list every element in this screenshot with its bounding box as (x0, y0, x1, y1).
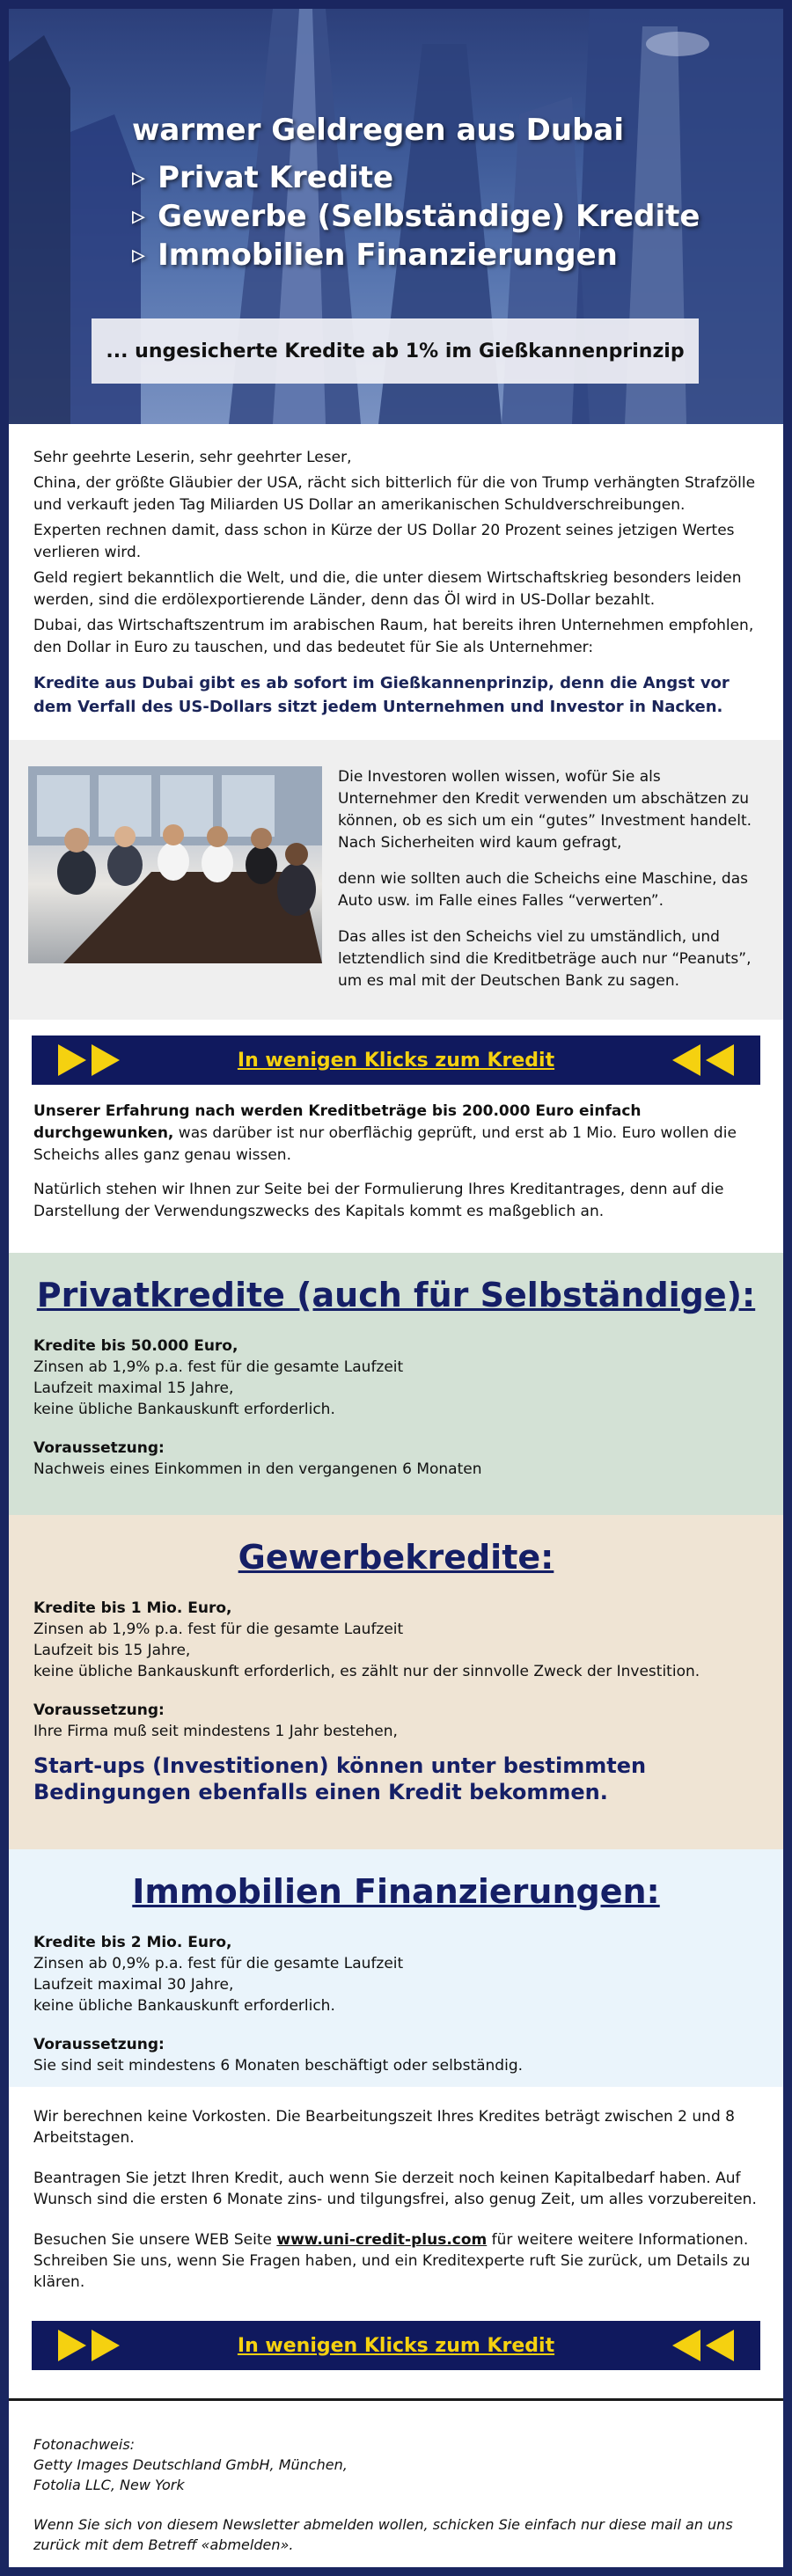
immobilien-requirement: Voraussetzung: Sie sind seit mindestens 6 Monaten beschäftigt oder selbständig. (33, 2036, 524, 2075)
gewerbe-heading: Gewerbekredite: (238, 1538, 554, 1577)
experience-section (9, 1101, 783, 1253)
investor-text (338, 766, 764, 993)
hero-item-privat: ▹ Privat Kredite (132, 160, 394, 195)
cta-label: In wenigen Klicks zum Kredit (237, 2334, 555, 2357)
gewerbe-section (9, 1515, 783, 1849)
footer (9, 2401, 783, 2567)
arrows-left-icon (667, 2330, 734, 2361)
newsletter-frame (9, 9, 783, 2567)
hero-text (132, 113, 700, 274)
intro-lead: Kredite aus Dubai gibt es ab sofort im Gießkannenprinzip, denn die Angst vor dem Verfall des US-Dollars sitzt jedem Unternehmen und Investor in Nacken. (33, 674, 730, 716)
hero-item-immobilien: ▹ Immobilien Finanzierungen (132, 238, 618, 273)
credit-cta-button[interactable] (32, 1036, 760, 1085)
immobilien-heading: Immobilien Finanzierungen: (132, 1872, 660, 1911)
investor-section (9, 740, 783, 1020)
closing-paragraph: Besuchen Sie unsere WEB Seite www.uni-credit-plus.com für weitere weitere Informationen. Schreiben Sie uns, wenn Sie Fragen haben, und ein Kreditexperte ruft Sie zurück, um Details zu klären. (33, 2231, 751, 2291)
website-link[interactable]: www.uni-credit-plus.com (276, 2231, 488, 2249)
immobilien-section (9, 1849, 783, 2087)
arrows-right-icon (58, 1044, 125, 1076)
hero-item-gewerbe: ▹ Gewerbe (Selbständige) Kredite (132, 199, 700, 234)
investor-paragraph: denn wie sollten auch die Scheichs eine Maschine, das Auto usw. im Falle eines Falles “verwerten”. (338, 870, 748, 910)
startup-note: Start-ups (Investitionen) können unter bestimmten Bedingungen ebenfalls einen Kredit bekommen. (33, 1753, 647, 1804)
arrows-right-icon (58, 2330, 125, 2361)
hero-title: warmer Geldregen aus Dubai (132, 113, 625, 148)
intro-paragraph: Dubai, das Wirtschaftszentrum im arabischen Raum, hat bereits ihren Unternehmen empfohlen, den Dollar in Euro zu tauschen, und das bedeutet für Sie als Unternehmer: (33, 617, 754, 656)
credit-cta-button[interactable] (32, 2321, 760, 2370)
closing-paragraph: Beantragen Sie jetzt Ihren Kredit, auch wenn Sie derzeit noch keinen Kapitalbedarf haben. Auf Wunsch sind die ersten 6 Monate zins- und tilgungsfrei, also genug Zeit, um alles vorzubereiten. (33, 2170, 757, 2208)
cta-label: In wenigen Klicks zum Kredit (237, 1049, 555, 1072)
intro-paragraph: Geld regiert bekanntlich die Welt, und die, die unter diesem Wirtschaftskrieg besonders leiden werden, sind die erdölexportierende Länder, denn das Öl wird in US-Dollar bezahlt. (33, 569, 742, 609)
meeting-photo (28, 766, 322, 963)
privat-heading: Privatkredite (auch für Selbständige): (36, 1276, 756, 1314)
closing-section (9, 2087, 783, 2321)
intro-paragraph: Experten rechnen damit, dass schon in Kürze der US Dollar 20 Prozent seines jetzigen Wertes verlieren wird. (33, 522, 735, 561)
intro-section (9, 424, 783, 740)
privat-requirement: Voraussetzung: Nachweis eines Einkommen in den vergangenen 6 Monaten (33, 1439, 482, 1478)
greeting: Sehr geehrte Leserin, sehr geehrter Leser, (33, 449, 352, 466)
gewerbe-requirement: Voraussetzung: Ihre Firma muß seit mindestens 1 Jahr bestehen, (33, 1701, 398, 1740)
hero-banner (9, 9, 783, 424)
triangle-right-icon: ▹ (132, 239, 146, 270)
investor-paragraph: Die Investoren wollen wissen, wofür Sie als Unternehmer den Kredit verwenden um abschätzen zu können, ob es sich um ein “gutes” Investment handelt. Nach Sicherheiten wird kaum gefragt, (338, 768, 752, 852)
hero-tagline: ... ungesicherte Kredite ab 1% im Gießkannenprinzip (92, 318, 699, 384)
closing-paragraph: Wir berechnen keine Vorkosten. Die Bearbeitungszeit Ihres Kredites beträgt zwischen 2 und 8 Arbeitstagen. (33, 2108, 735, 2147)
experience-paragraph: Natürlich stehen wir Ihnen zur Seite bei der Formulierung Ihres Kreditantrages, denn auf die Darstellung der Verwendungszwecks des Kapitals kommt es maßgeblich an. (33, 1181, 724, 1220)
triangle-right-icon: ▹ (132, 201, 146, 231)
arrows-left-icon (667, 1044, 734, 1076)
photo-credits: Fotonachweis: Getty Images Deutschland GmbH, München, Fotolia LLC, New York (33, 2436, 348, 2493)
experience-paragraph: Unserer Erfahrung nach werden Kreditbeträge bis 200.000 Euro einfach durchgewunken, was darüber ist nur oberflächig geprüft, und erst ab 1 Mio. Euro wollen die Scheichs alles ganz genau wissen. (33, 1102, 737, 1164)
meeting-illustration (28, 766, 322, 963)
intro-paragraph: China, der größte Gläubier der USA, rächt sich bitterlich für die von Trump verhängten Strafzölle und verkauft jeden Tag Miliarden US Dollar an amerikanischen Schuldverschreibungen. (33, 474, 756, 514)
investor-paragraph: Das alles ist den Scheichs viel zu umständlich, und letztendlich sind die Kreditbeträge auch nur “Peanuts”, um es mal mit der Deutschen Bank zu sagen. (338, 928, 752, 990)
privat-conditions: Kredite bis 50.000 Euro, Zinsen ab 1,9% p.a. fest für die gesamte Laufzeit Laufzeit maximal 15 Jahre, keine übliche Bankauskunft erforderlich. (33, 1337, 404, 1418)
gewerbe-conditions: Kredite bis 1 Mio. Euro, Zinsen ab 1,9% p.a. fest für die gesamte Laufzeit Laufzeit bis 15 Jahre, keine übliche Bankauskunft erforderlich, es zählt nur der sinnvolle Zweck der Investition. (33, 1599, 700, 1680)
triangle-right-icon: ▹ (132, 162, 146, 193)
immobilien-conditions: Kredite bis 2 Mio. Euro, Zinsen ab 0,9% p.a. fest für die gesamte Laufzeit Laufzeit maximal 30 Jahre, keine übliche Bankauskunft erforderlich. (33, 1934, 404, 2015)
privat-section (9, 1253, 783, 1515)
unsubscribe-note: Wenn Sie sich von diesem Newsletter abmelden wollen, schicken Sie einfach nur diese mail an uns zurück mit dem Betreff «abmelden». (33, 2516, 733, 2553)
